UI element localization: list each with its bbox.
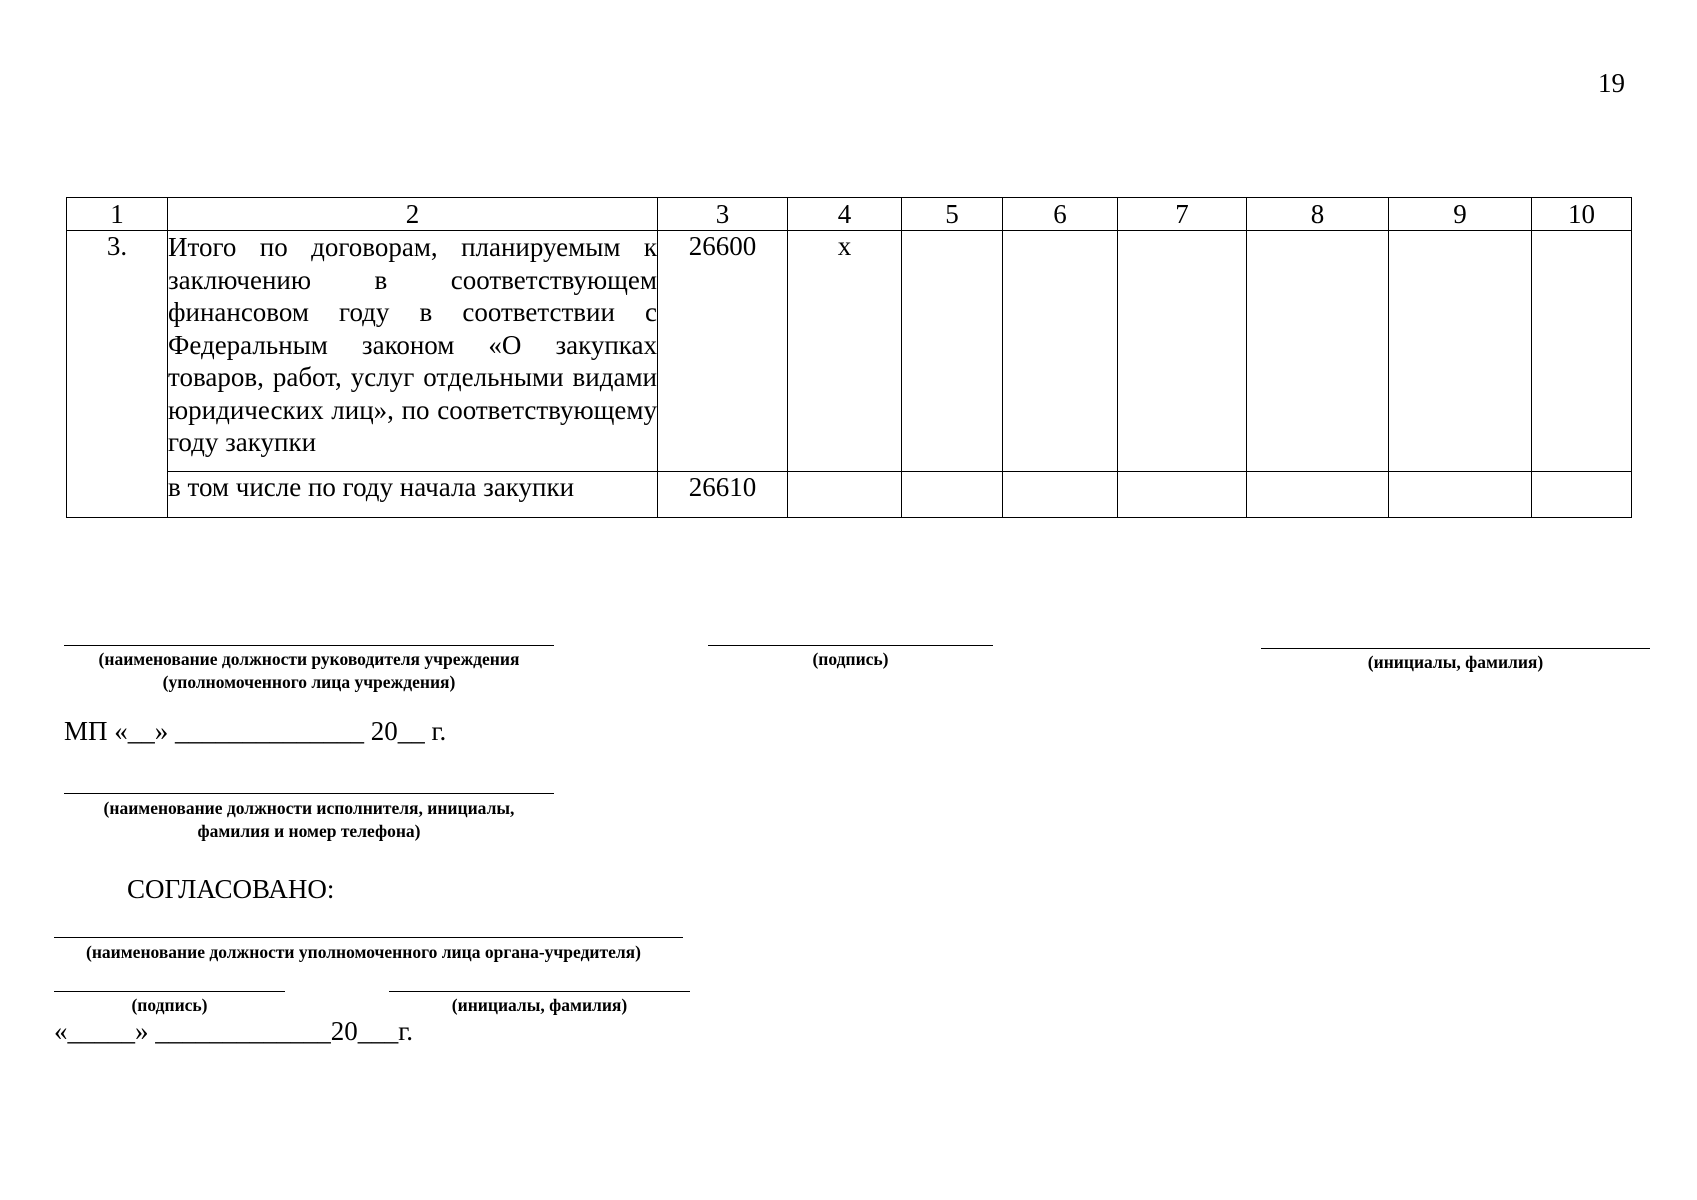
empty-cell [1118, 472, 1247, 518]
mp-date-line: МП «__» ______________ 20__ г. [64, 716, 447, 746]
empty-cell [902, 472, 1003, 518]
procurement-table [66, 197, 1632, 518]
empty-cell [1532, 231, 1632, 472]
signature-line [708, 645, 993, 646]
caption-line: фамилия и номер телефона) [197, 821, 421, 841]
empty-cell [1003, 231, 1118, 472]
executor-line [64, 793, 554, 794]
row-number: 3. [67, 231, 168, 518]
column-header: 6 [1003, 198, 1118, 231]
table-row [67, 472, 1632, 518]
caption-line: (наименование должности руководителя учреждения [98, 649, 520, 669]
column-header: 9 [1389, 198, 1532, 231]
agreed-signature-caption: (подпись) [131, 995, 208, 1015]
empty-cell [1118, 231, 1247, 472]
table-row [67, 231, 1632, 472]
row-description: в том числе по году начала закупки [168, 472, 658, 518]
column-header: 8 [1247, 198, 1389, 231]
agreed-initials-line [389, 991, 690, 992]
agreed-title: СОГЛАСОВАНО: [127, 874, 335, 904]
column-header: 2 [168, 198, 658, 231]
column-header: 4 [788, 198, 902, 231]
empty-cell [902, 231, 1003, 472]
head-position-line [64, 645, 554, 646]
empty-cell [1247, 231, 1389, 472]
caption-line: (уполномоченного лица учреждения) [162, 672, 456, 692]
empty-cell [1003, 472, 1118, 518]
empty-cell [1389, 231, 1532, 472]
table-header-row [67, 198, 1632, 231]
row-code: 26610 [658, 472, 788, 518]
agreed-signature-line [54, 991, 285, 992]
founder-position-line [54, 937, 683, 938]
column-header: 5 [902, 198, 1003, 231]
column-header: 3 [658, 198, 788, 231]
column-header: 1 [67, 198, 168, 231]
empty-cell [1247, 472, 1389, 518]
page-number: 19 [1598, 68, 1625, 98]
founder-caption: (наименование должности уполномоченного лица органа-учредителя) [86, 942, 641, 962]
initials-line [1261, 648, 1650, 649]
column-header: 7 [1118, 198, 1247, 231]
signature-caption: (подпись) [812, 649, 889, 669]
empty-cell [1389, 472, 1532, 518]
empty-cell [1532, 472, 1632, 518]
initials-caption: (инициалы, фамилия) [1367, 652, 1544, 672]
column-header: 10 [1532, 198, 1632, 231]
executor-caption [54, 797, 564, 843]
agreed-initials-caption: (инициалы, фамилия) [451, 995, 628, 1015]
agreed-date-line: «_____» _____________20___г. [54, 1016, 414, 1046]
head-position-caption [54, 648, 564, 694]
empty-cell [788, 472, 902, 518]
row-description: Итого по договорам, планируемым к заключению в соответствующем финансовом году в соответствии с Федеральным законом «О закупках товаров, работ, услуг отдельными видами юридических лиц», по соответствующему году закупки [168, 231, 658, 472]
caption-line: (наименование должности исполнителя, инициалы, [103, 798, 515, 818]
row-col4-value: x [788, 231, 902, 472]
row-code: 26600 [658, 231, 788, 472]
